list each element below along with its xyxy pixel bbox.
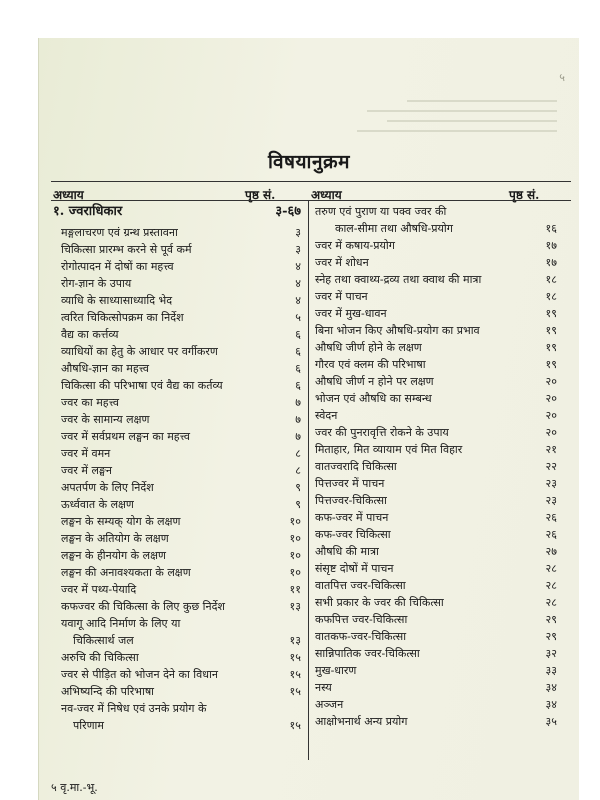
toc-entry xyxy=(53,718,301,733)
toc-entry-title: सभी प्रकार के ज्वर की चिकित्सा xyxy=(315,596,444,609)
toc-entry xyxy=(315,561,557,576)
toc-entry xyxy=(315,255,557,270)
toc-entry-page: ९ xyxy=(295,481,301,494)
toc-entry-page: ६ xyxy=(295,379,301,392)
toc-entry-title: ज्वर के सामान्य लक्षण xyxy=(61,413,150,426)
toc-entry-page: २९ xyxy=(545,613,557,626)
right-col-page-header: पृष्ठ सं. xyxy=(509,188,540,202)
toc-entry-title: वातकफ-ज्वर-चिकित्सा xyxy=(315,630,407,643)
book-page xyxy=(38,38,579,800)
toc-entry-title: ज्वर में पाचन xyxy=(315,290,368,303)
toc-entry-title: कफपित्त ज्वर-चिकित्सा xyxy=(315,613,408,626)
toc-entry-title: वैद्य का कर्त्तव्य xyxy=(61,328,119,341)
toc-entry xyxy=(53,429,301,444)
toc-entry xyxy=(53,548,301,563)
toc-entry xyxy=(53,497,301,512)
toc-entry-title: स्नेह तथा क्वाथ्य-द्रव्य तथा क्वाथ की मात्रा xyxy=(315,273,482,286)
toc-entry xyxy=(53,310,301,325)
toc-entry-title: परिणाम xyxy=(73,719,104,732)
toc-entry xyxy=(315,663,557,678)
toc-entry xyxy=(315,323,557,338)
toc-entry-page: ६ xyxy=(295,328,301,341)
toc-entry-page: ७ xyxy=(295,430,301,443)
toc-entry xyxy=(53,293,301,308)
toc-entry-page: १५ xyxy=(289,668,301,681)
toc-entry-page: २० xyxy=(545,375,557,388)
toc-entry xyxy=(53,599,301,614)
toc-entry xyxy=(315,646,557,661)
toc-entry xyxy=(315,425,557,440)
toc-entry xyxy=(315,272,557,287)
toc-entry-page: २९ xyxy=(545,630,557,643)
chapter-pages: ३-६७ xyxy=(275,204,301,219)
toc-entry xyxy=(53,633,301,648)
toc-entry-title: ज्वर में सर्वप्रथम लङ्घन का महत्त्व xyxy=(61,430,190,443)
right-entries xyxy=(315,204,557,729)
toc-entry-title: अभिष्यन्दि की परिभाषा xyxy=(61,685,155,698)
toc-entry-page: २० xyxy=(545,426,557,439)
toc-entry-page: ३३ xyxy=(545,664,557,677)
toc-entry-title: पित्तज्वर में पाचन xyxy=(315,477,385,490)
toc-entry xyxy=(53,225,301,240)
toc-entry-title: औषधि की मात्रा xyxy=(315,545,379,558)
toc-entry-page: २३ xyxy=(545,477,557,490)
toc-entry xyxy=(315,680,557,695)
toc-entry-page: १९ xyxy=(545,324,557,337)
toc-entry-title: औषधि-ज्ञान का महत्त्व xyxy=(61,362,150,375)
toc-entry-title: त्वरित चिकित्सोपक्रम का निर्देश xyxy=(61,311,184,324)
toc-entry-page: १० xyxy=(289,515,301,528)
toc-entry xyxy=(53,412,301,427)
right-col-topic-header: अध्याय xyxy=(311,188,342,202)
toc-entry-page: १९ xyxy=(545,307,557,320)
toc-entry xyxy=(53,327,301,342)
toc-entry-title: वातपित्त ज्वर-चिकित्सा xyxy=(315,579,406,592)
toc-entry xyxy=(315,527,557,542)
toc-entry xyxy=(53,276,301,291)
toc-entry xyxy=(53,667,301,682)
toc-entry-page: १७ xyxy=(545,239,557,252)
left-col-topic-header: अध्याय xyxy=(53,188,84,202)
toc-entry-page: ३५ xyxy=(545,715,557,728)
page-mark: ५ xyxy=(559,71,565,84)
toc-entry xyxy=(315,459,557,474)
toc-entry xyxy=(53,514,301,529)
toc-entry-page: २८ xyxy=(545,596,557,609)
toc-entry xyxy=(53,616,301,631)
toc-entry xyxy=(315,357,557,372)
toc-entry xyxy=(53,259,301,274)
toc-entry-page: ११ xyxy=(289,583,301,596)
toc-entry-title: आक्षोभनार्थ अन्य प्रयोग xyxy=(315,715,408,728)
toc-entry-title: काल-सीमा तथा औषधि-प्रयोग xyxy=(335,222,453,235)
toc-entry xyxy=(53,582,301,597)
toc-entry-title: अरुचि की चिकित्सा xyxy=(61,651,139,664)
toc-entry xyxy=(315,612,557,627)
toc-entry xyxy=(53,378,301,393)
toc-entry xyxy=(315,221,557,236)
toc-entry-title: व्याधि के साध्यासाध्यादि भेद xyxy=(61,294,173,307)
toc-entry-page: ७ xyxy=(295,396,301,409)
toc-entry-title: यवागू आदि निर्माण के लिए या xyxy=(61,617,181,630)
toc-entry-page: ९ xyxy=(295,498,301,511)
column-divider xyxy=(308,200,309,760)
toc-entry-title: कफ-ज्वर चिकित्सा xyxy=(315,528,391,541)
toc-entry-page: २८ xyxy=(545,579,557,592)
toc-entry xyxy=(53,531,301,546)
toc-entry-title: रोग-ज्ञान के उपाय xyxy=(61,277,132,290)
toc-entry-title: ज्वर में लङ्घन xyxy=(61,464,113,477)
toc-entry-title: ऊर्ध्ववात के लक्षण xyxy=(61,498,134,511)
toc-entry-title: व्याधियों का हेतु के आधार पर वर्गीकरण xyxy=(61,345,218,358)
toc-entry xyxy=(315,714,557,729)
toc-entry xyxy=(53,480,301,495)
toc-entry-title: अञ्जन xyxy=(315,698,344,711)
toc-entry-title: रोगोत्पादन में दोषों का महत्त्व xyxy=(61,260,174,273)
toc-entry xyxy=(53,446,301,461)
toc-entry-page: २३ xyxy=(545,494,557,507)
toc-entry xyxy=(53,463,301,478)
toc-entry-title: अपतर्पण के लिए निर्देश xyxy=(61,481,154,494)
toc-entry-title: ज्वर में कषाय-प्रयोग xyxy=(315,239,395,252)
toc-entry-page: २८ xyxy=(545,562,557,575)
toc-entry xyxy=(53,344,301,359)
toc-entry-page: २१ xyxy=(545,443,557,456)
toc-entry-title: पित्तज्वर-चिकित्सा xyxy=(315,494,387,507)
toc-entry-page: ८ xyxy=(295,464,301,477)
toc-entry xyxy=(53,650,301,665)
toc-entry-page: १० xyxy=(289,549,301,562)
toc-entry xyxy=(315,476,557,491)
toc-entry-title: लङ्घन के हीनयोग के लक्षण xyxy=(61,549,166,562)
toc-entry-page: ४ xyxy=(295,294,301,307)
toc-entry xyxy=(315,544,557,559)
toc-entry-page: १८ xyxy=(545,290,557,303)
toc-entry-title: ज्वर से पीड़ित को भोजन देने का विधान xyxy=(61,668,218,681)
toc-entry-page: २० xyxy=(545,392,557,405)
toc-entry-title: ज्वर में शोधन xyxy=(315,256,369,269)
toc-entry xyxy=(53,701,301,716)
toc-entry-page: २२ xyxy=(545,460,557,473)
toc-entry-page: ३४ xyxy=(545,698,557,711)
toc-entry-title: नस्य xyxy=(315,681,332,694)
toc-entry-title: चिकित्सा प्रारम्भ करने से पूर्व कर्म xyxy=(61,243,192,256)
toc-entry-title: मङ्गलाचरण एवं ग्रन्थ प्रस्तावना xyxy=(61,226,178,239)
toc-entry-page: ४ xyxy=(295,277,301,290)
toc-entry-title: औषधि जीर्ण होने के लक्षण xyxy=(315,341,422,354)
toc-entry-title: तरुण एवं पुराण या पक्व ज्वर की xyxy=(315,205,447,218)
toc-entry xyxy=(315,595,557,610)
toc-entry-title: बिना भोजन किए औषधि-प्रयोग का प्रभाव xyxy=(315,324,480,337)
toc-entry-page: १० xyxy=(289,566,301,579)
toc-entry xyxy=(53,242,301,257)
toc-entry-page: २६ xyxy=(545,511,557,524)
toc-entry xyxy=(53,565,301,580)
toc-entry-title: मिताहार, मित व्यायाम एवं मित विहार xyxy=(315,443,463,456)
toc-entry xyxy=(315,578,557,593)
show-through-text xyxy=(39,38,579,148)
toc-entry-page: ५ xyxy=(295,311,301,324)
toc-entry-page: १३ xyxy=(289,600,301,613)
toc-entry xyxy=(315,697,557,712)
toc-entry xyxy=(315,391,557,406)
toc-entry-page: १६ xyxy=(545,222,557,235)
toc-entry-title: चिकित्सा की परिभाषा एवं वैद्य का कर्तव्य xyxy=(61,379,223,392)
toc-entry-page: ४ xyxy=(295,260,301,273)
toc-entry-page: २६ xyxy=(545,528,557,541)
toc-entry-title: लङ्घन के अतियोग के लक्षण xyxy=(61,532,169,545)
left-column xyxy=(53,204,301,735)
toc-entry-title: ज्वर का महत्त्व xyxy=(61,396,119,409)
toc-entry-title: मुख-धारण xyxy=(315,664,357,677)
toc-entry-page: १५ xyxy=(289,651,301,664)
toc-entry-page: २० xyxy=(545,409,557,422)
chapter-heading xyxy=(53,204,301,219)
toc-entry xyxy=(315,510,557,525)
toc-entry-title: स्वेदन xyxy=(315,409,338,422)
toc-entry-page: १८ xyxy=(545,273,557,286)
toc-entry xyxy=(315,493,557,508)
toc-entry-page: १५ xyxy=(289,719,301,732)
left-entries xyxy=(53,225,301,733)
toc-entry-title: चिकित्सार्थ जल xyxy=(73,634,134,647)
toc-entry-title: औषधि जीर्ण न होने पर लक्षण xyxy=(315,375,434,388)
footer-signature: ५ वृ.मा.-भू. xyxy=(51,781,98,794)
chapter-label: १. ज्वराधिकार xyxy=(53,204,123,219)
toc-entry xyxy=(315,340,557,355)
toc-entry-title: सान्निपातिक ज्वर-चिकित्सा xyxy=(315,647,420,660)
toc-entry xyxy=(315,204,557,219)
toc-entry-title: कफ-ज्वर में पाचन xyxy=(315,511,389,524)
toc-entry-title: भोजन एवं औषधि का सम्बन्ध xyxy=(315,392,432,405)
toc-entry-page: १३ xyxy=(289,634,301,647)
header-top-rule xyxy=(51,181,571,182)
toc-entry-page: १७ xyxy=(545,256,557,269)
toc-entry-title: ज्वर में मुख-धावन xyxy=(315,307,387,320)
toc-entry-page: ३४ xyxy=(545,681,557,694)
toc-entry-page: ३ xyxy=(295,226,301,239)
toc-entry-page: ३ xyxy=(295,243,301,256)
toc-entry xyxy=(315,408,557,423)
left-col-page-header: पृष्ठ सं. xyxy=(245,188,276,202)
toc-entry xyxy=(53,395,301,410)
toc-entry xyxy=(315,442,557,457)
toc-entry-title: ज्वर में वमन xyxy=(61,447,111,460)
toc-entry-title: गौरव एवं क्लम की परिभाषा xyxy=(315,358,426,371)
right-column xyxy=(315,204,557,731)
toc-entry-page: १५ xyxy=(289,685,301,698)
toc-entry-page: ६ xyxy=(295,362,301,375)
toc-entry-title: नव-ज्वर में निषेध एवं उनके प्रयोग के xyxy=(61,702,207,715)
toc-entry-title: लङ्घन के सम्यक् योग के लक्षण xyxy=(61,515,181,528)
toc-entry-page: १० xyxy=(289,532,301,545)
toc-entry-page: १९ xyxy=(545,341,557,354)
toc-entry-title: ज्वर में पथ्य-पेयादि xyxy=(61,583,137,596)
toc-entry xyxy=(315,374,557,389)
toc-entry xyxy=(53,684,301,699)
toc-entry-title: वातज्वरादि चिकित्सा xyxy=(315,460,397,473)
toc-entry xyxy=(53,361,301,376)
toc-entry-page: ७ xyxy=(295,413,301,426)
toc-entry-title: लङ्घन की अनावश्यकता के लक्षण xyxy=(61,566,191,579)
toc-entry xyxy=(315,238,557,253)
page-title: विषयानुक्रम xyxy=(268,151,350,173)
toc-entry-title: कफज्वर की चिकित्सा के लिए कुछ निर्देश xyxy=(61,600,225,613)
toc-entry xyxy=(315,289,557,304)
toc-entry-title: ज्वर की पुनरावृत्ति रोकने के उपाय xyxy=(315,426,449,439)
toc-entry-page: १९ xyxy=(545,358,557,371)
toc-entry-title: संसृष्ट दोषों में पाचन xyxy=(315,562,394,575)
toc-entry-page: ६ xyxy=(295,345,301,358)
header-bottom-rule xyxy=(51,200,571,201)
toc-entry-page: २७ xyxy=(545,545,557,558)
toc-entry xyxy=(315,306,557,321)
toc-entry-page: ३२ xyxy=(545,647,557,660)
toc-entry xyxy=(315,629,557,644)
toc-entry-page: ८ xyxy=(295,447,301,460)
